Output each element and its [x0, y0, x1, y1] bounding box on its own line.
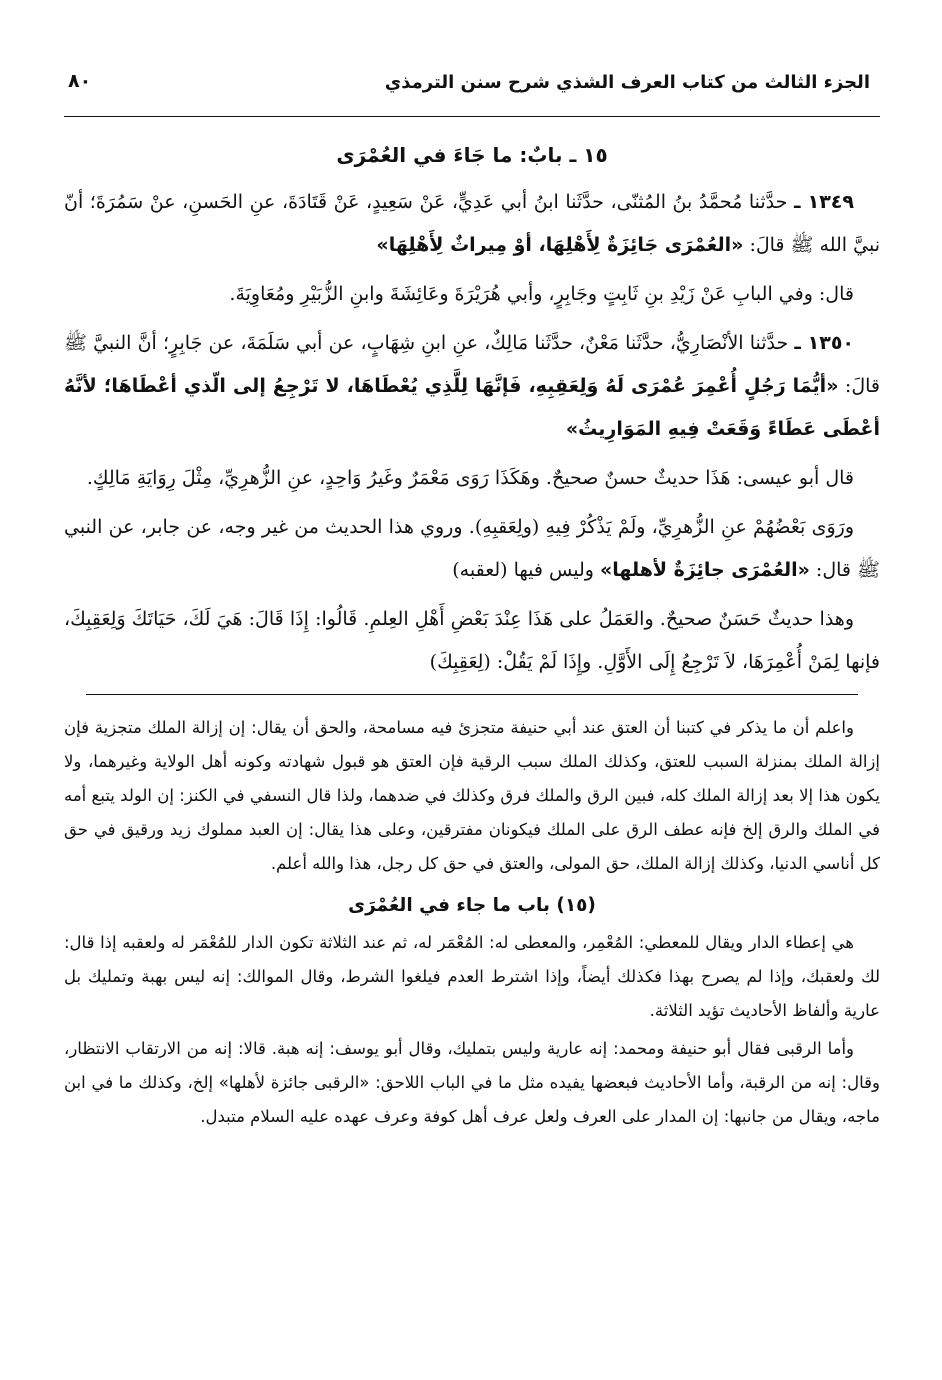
hadith-isnad: حدَّثنا الأنْصَارِيُّ، حدَّثَنا مَعْنٌ، حدَّثَنا مَالِكٌ، عنِ ابنِ شِهَابٍ، عن أبي سَلَمَةَ، عن جَابِرٍ؛ أنَّ النبيَّ ﷺ قالَ:: [64, 332, 880, 397]
hadith-1349: [64, 181, 880, 267]
bab-note: قال: وفي البابِ عَنْ زَيْدِ بنِ ثَابِتٍ وجَابِرٍ، وأبي هُرَيْرَةَ وعَائِشَةَ وابنِ الزُّبَيْرِ ومُعَاوِيَةَ.: [229, 283, 854, 305]
hadith-matn: «العُمْرَى جَائِزَةٌ لِأَهْلِهَا، أوْ مِيراثٌ لِأَهْلِهَا»: [376, 234, 744, 256]
footnote-paragraph: هي إعطاء الدار ويقال للمعطي: المُعْمِر، والمعطى له: المُعْمَر له، ثم عند الثلاثة تكون الدار للمُعْمَر له ولعقبه إذا قال: لك ولعقبك، وإذا لم يصرح بهذا فكذلك أيضاً، وإذا اشترط العدم فيلغوا الشرط، وقال الموالك: إنه ليس بهبة وتمليك بل عارية وألفاظ الأحاديث تؤيد الثلاثة.: [64, 933, 880, 1020]
commentary-paragraph: [64, 506, 880, 592]
hadith-number: ١٣٥٠ ـ: [794, 332, 855, 354]
commentary-text: وليس فيها (لعقبه): [452, 559, 594, 581]
footnote-paragraph: وأما الرقبى فقال أبو حنيفة ومحمد: إنه عارية وليس بتمليك، وقال أبو يوسف: إنه هبة. قالا: إنه من الارتقاب الانتظار، وقال: إنه من الرقبة، وأما الأحاديث فبعضها يفيده مثل ما في الباب اللاحق: «الرقبى جائزة لأهلها» إلخ، وكذلك ما في ابن ماجه، ويقال من جانبها: إن المدار على العرف ولعل عرف أهل كوفة وعرف عهده عليه السلام متبدل.: [64, 1039, 880, 1126]
footnote-divider: [86, 694, 858, 695]
book-title: الجزء الثالث من كتاب العرف الشذي شرح سنن الترمذي: [384, 72, 870, 93]
hadith-isnad: حدَّثنا مُحمَّدُ بنُ المُثنّى، حدَّثَنا ابنُ أبي عَدِيٍّ، عَنْ سَعِيدٍ، عَنْ قَتَادَةَ، عنِ الحَسنِ، عنْ سَمُرَةَ؛ أنّ نبيَّ الله ﷺ قالَ:: [64, 191, 880, 256]
header-divider: [64, 116, 880, 117]
commentary-text: ورَوَى بَعْضُهُمْ عنِ الزُّهرِيِّ، ولَمْ يَذْكُرْ فِيهِ (ولِعَقبِهِ). وروي هذا الحديث من غير وجه، عن جابر، عن النبي ﷺ قال:: [64, 516, 880, 581]
footnote-paragraph: واعلم أن ما يذكر في كتبنا أن العتق عند أبي حنيفة متجزئ فيه مسامحة، والحق أن يقال: إن إزالة الملك متجزية فإن إزالة الملك بمنزلة السبب للعتق، وكذلك الملك سبب الرقية فإن العتق هو قبول شهادته وكونه أهل الولاية وغيرهما، ولا يكون هذا إلا بعد إزالة الملك كله، فبين الرق والملك فرق وكذلك في ضدهما، ولذا قال النسفي في الكنز: إن الولد يتبع أمه في الملك والرق إلخ فإنه عطف الرق على الملك فيكونان مفترقين، وعلى هذا يقال: إن العبد مملوك زيد ورقيق في حق كل أناسي الدنيا، وكذلك إزالة الملك، حق المولى، والعتق في حق كل رجل، هذا والله أعلم.: [64, 718, 880, 873]
commentary-paragraph: وهذا حديثٌ حَسَنٌ صحيحٌ. والعَمَلُ على هَذَا عِنْدَ بَعْضِ أَهْلِ العِلمِ. قَالُوا: إِذَا قَالَ: هَيَ لَكَ، حَيَاتَكَ وَلِعَقِبِكَ، فإنها لِمَنْ أُعْمِرَهَا، لاَ تَرْجِعُ إِلَى الأَوَّلِ. وإِذَا لَمْ يَقُلْ: (لِعَقِبِكَ): [64, 608, 880, 673]
hadith-1350: [64, 322, 880, 451]
commentary-paragraph: قال أبو عيسى: هَذَا حديثٌ حسنٌ صحيحٌ. وهَكَذَا رَوَى مَعْمَرٌ وغَيرُ وَاحِدٍ، عنِ الزُّهرِيِّ، مِثْلَ رِوَايَةِ مَالِكٍ.: [86, 467, 854, 489]
hadith-matn: «أيُّمَا رَجُلٍ أُعْمِرَ عُمْرَى لَهُ وَلِعَقِبِهِ، فَإنَّهَا لِلَّذِي يُعْطَاهَا، لا تَرْجِعُ إلى الّذي أعْطَاهَا؛ لأنَّهُ أعْطَى عَطَاءً وَقَعَتْ فِيهِ المَوَارِيثُ»: [64, 375, 880, 440]
chapter-heading: ١٥ ـ بابٌ: ما جَاءَ في العُمْرَى: [336, 143, 608, 167]
page-number: ٨٠: [68, 70, 92, 92]
hadith-number: ١٣٤٩ ـ: [793, 191, 854, 213]
book-page: [64, 62, 880, 1138]
footnote-heading: (١٥) باب ما جاء في العُمْرَى: [348, 895, 596, 916]
hadith-quote: «العُمْرَى جائِزَةٌ لأهلها»: [600, 559, 810, 581]
running-header: [64, 62, 880, 102]
